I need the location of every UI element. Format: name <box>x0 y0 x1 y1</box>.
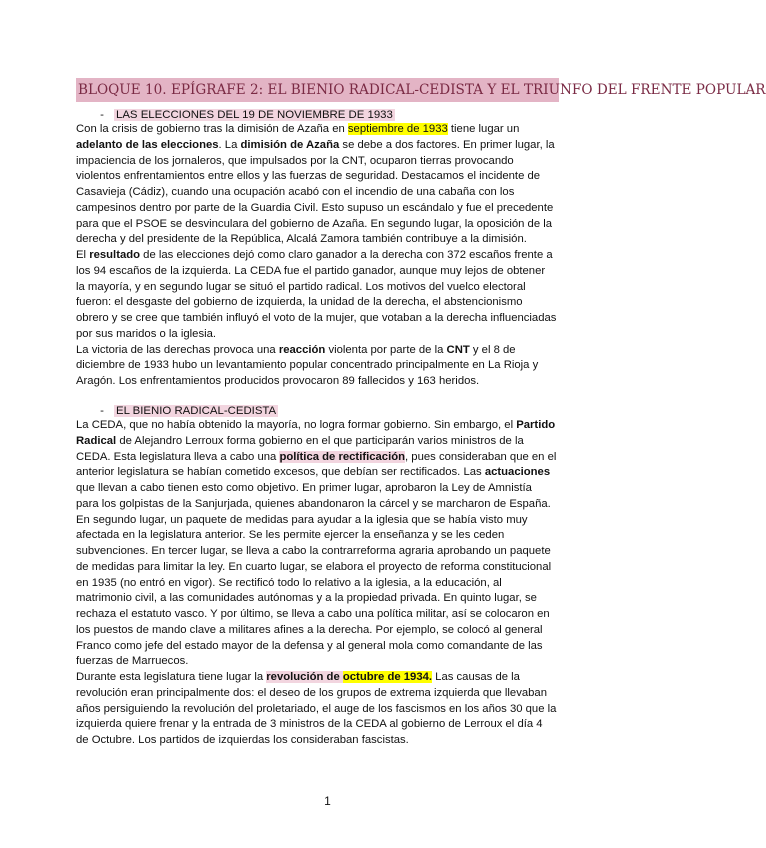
text-line: Con la crisis de gobierno tras la dimisión de Azaña en septiembre de 1933 tiene lugar un <box>76 123 520 135</box>
text-line: fuerzas de Marruecos. <box>76 655 189 668</box>
text-line: diciembre de 1933 hubo un levantamiento popular concentrado principalmente en La Rioja y <box>76 359 539 372</box>
text-line: El resultado de las elecciones dejó como claro ganador a la derecha con 372 escaños frente a <box>76 249 553 261</box>
text-line: subvenciones. En tercer lugar, se lleva a cabo la contrarreforma agraria aprobando un paquete <box>76 545 551 557</box>
text-line: años persiguiendo la revolución del proletariado, el auge de los fascismos en los años 30 que la <box>76 702 557 715</box>
bullet-dash: - <box>100 405 104 417</box>
text-line: los 94 escaños de la izquierda. La CEDA fue el partido ganador, aunque muy lejos de obtener <box>76 264 546 277</box>
text-line: derecha y del presidente de la República, Alcalá Zamora también contribuye a la dimisión. <box>76 233 527 246</box>
text-line: anterior legislatura se habían cometido excesos, que debían ser rectificados. Las actuaciones <box>76 466 551 479</box>
paragraph-bienio <box>76 418 581 749</box>
text-line: para que el PSOE se desvinculara del gobierno de Azaña. En segundo lugar, la oposición de la <box>76 217 553 230</box>
text-line: afectada en la legislatura anterior. Se les permite ejercer la enseñanza y se les ceden <box>76 529 505 542</box>
bullet-dash: - <box>100 109 104 121</box>
page-title: BLOQUE 10. EPÍGRAFE 2: EL BIENIO RADICAL-CEDISTA Y EL TRIUNFO DEL FRENTE POPULAR <box>76 78 559 102</box>
text-line: La victoria de las derechas provoca una reacción violenta por parte de la CNT y el 8 de <box>76 343 516 356</box>
text-line: fueron: el desgaste del gobierno de izquierda, la unidad de la derecha, el abstencionismo <box>76 296 523 309</box>
text-line: impaciencia de los jornaleros, que impulsados por la CNT, ocuparon tierras provocando <box>76 154 514 167</box>
text-line: matrimonio civil, a las comunidades autónomas y a la propiedad privada. En quinto lugar, se <box>76 592 537 605</box>
paragraph-elecciones <box>76 122 581 390</box>
text-line: obrero y se cree que también influyó el voto de la mujer, que votaban a la derecha influenciadas <box>76 312 557 324</box>
text-line: para los golpistas de la Sanjurjada, quienes abandonaron la cárcel y se marcharon de España. <box>76 497 551 510</box>
text-line: Aragón. Los enfrentamientos producidos provocaron 89 fallecidos y 163 heridos. <box>76 375 480 387</box>
text-line: rechaza el estatuto vasco. Y por último, se lleva a cabo una política militar, así se colocaron en <box>76 608 550 620</box>
text-line: La CEDA, que no había obtenido la mayoría, no logra formar gobierno. Sin embargo, el Partido <box>76 419 556 431</box>
section-heading-text: LAS ELECCIONES DEL 19 DE NOVIEMBRE DE 1933 <box>116 109 393 121</box>
text-line: por sus maridos o la iglesia. <box>76 327 217 340</box>
text-line: campesinos dentro por parte de la Guardia Civil. Esto supuso un escándalo y fue el precedente <box>76 201 554 214</box>
text-line: los puestos de mando clave a militares afines a la derecha. Por ejemplo, se colocó al general <box>76 623 543 636</box>
text-line: Radical de Alejandro Lerroux forma gobierno en el que participarán varios ministros de la <box>76 434 524 447</box>
text-line: Franco como jefe del estado mayor de la defensa y al general mola como comandante de las <box>76 639 543 652</box>
text-line: Casavieja (Cádiz), cuando una ocupación acabó con el incendio de una cabaña con los <box>76 186 515 198</box>
text-line: violentos enfrentamientos entre ellos y las fuerzas de seguridad. Destacamos el incidente de <box>76 170 541 183</box>
text-line: revolución eran principalmente dos: el deseo de los grupos de extrema izquierda que llevaban <box>76 686 547 699</box>
text-line: adelanto de las elecciones. La dimisión de Azaña se debe a dos factores. En primer lugar, la <box>76 138 555 151</box>
text-line: la mayoría, y en segundo lugar se situó el partido radical. Los motivos del vuelco electoral <box>76 280 526 293</box>
text-line: izquierda quiere frenar y la entrada de 3 ministros de la CEDA al gobierno de Lerroux el día 4 <box>76 718 543 731</box>
section-heading-bienio <box>76 404 278 418</box>
section-heading-text: EL BIENIO RADICAL-CEDISTA <box>116 405 277 417</box>
text-line: CEDA. Esta legislatura lleva a cabo una política de rectificación, pues consideraban que en el <box>76 450 557 463</box>
text-line: Durante esta legislatura tiene lugar la revolución de octubre de 1934. Las causas de la <box>76 671 520 683</box>
text-line: de Octubre. Los partidos de izquierdas los consideraban fascistas. <box>76 734 409 746</box>
page-number: 1 <box>324 794 331 808</box>
text-line: En segundo lugar, un paquete de medidas para ayudar a la iglesia que se había visto muy <box>76 513 528 526</box>
text-line: en 1935 (no entró en vigor). Se rectificó todo lo relativo a la iglesia, a la educación, al <box>76 576 502 589</box>
text-line: que llevan a cabo tienen esto como objetivo. En primer lugar, aprobaron la Ley de Amnistía <box>76 482 532 494</box>
text-line: de medidas para limitar la ley. En cuarto lugar, se elabora el proyecto de reforma constitucional <box>76 560 552 573</box>
section-heading-elecciones <box>76 108 395 122</box>
